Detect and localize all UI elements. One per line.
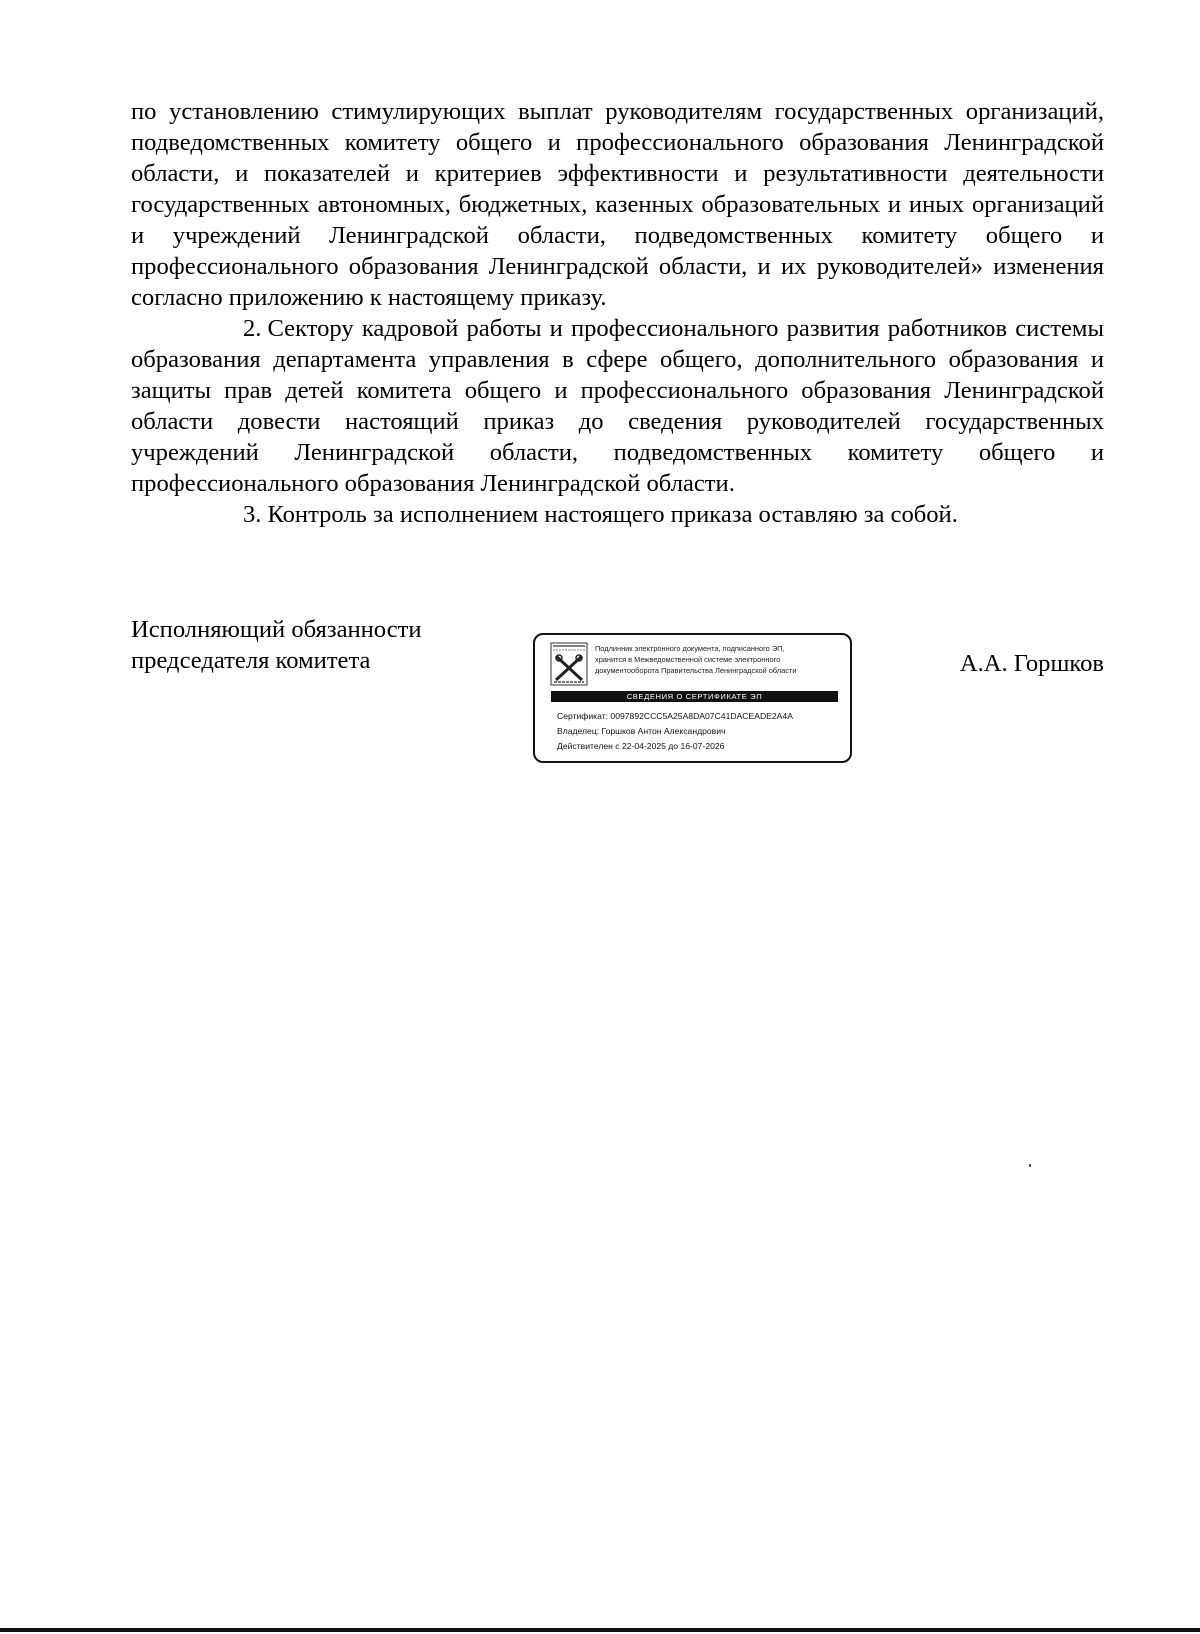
document-body xyxy=(131,96,1104,530)
stamp-certificate-details xyxy=(557,709,847,754)
stamp-header-line1: Подлинник электронного документа, подписанного ЭП, xyxy=(595,644,785,653)
list-item-3-number: 3. xyxy=(243,501,262,528)
list-item-3-text: Контроль за исполнением настоящего приказа оставляю за собой. xyxy=(267,501,958,528)
list-item-2 xyxy=(131,313,1104,499)
list-item-2-number: 2. xyxy=(243,315,262,342)
scan-bottom-edge xyxy=(0,1628,1200,1632)
stamp-title-bar: СВЕДЕНИЯ О СЕРТИФИКАТЕ ЭП xyxy=(551,691,838,702)
signatory-position xyxy=(131,614,422,676)
signatory-position-line2: председателя комитета xyxy=(131,647,371,674)
stamp-owner: Владелец: Горшков Антон Александрович xyxy=(557,726,726,736)
signatory-name: А.А. Горшков xyxy=(959,650,1104,677)
e-signature-stamp xyxy=(533,633,852,763)
scan-speck xyxy=(1029,1164,1031,1167)
coat-of-arms-icon xyxy=(550,642,588,686)
signatory-position-line1: Исполняющий обязанности xyxy=(131,616,422,643)
list-item-3 xyxy=(131,499,1104,530)
list-item-2-text: Сектору кадровой работы и профессионального развития работников системы образования департамента управления в сфере общего, дополнительного образования и защиты прав детей комитета общего и профессионального образования Ленинградской области довести настоящий приказ до сведения руководителей государственных учреждений Ленинградской области, подведомственных комитету общего и профессионального образования Ленинградской области. xyxy=(131,315,1104,497)
stamp-certificate: Сертификат: 0097892CCC5A25A8DA07C41DACEADE2A4A xyxy=(557,711,793,721)
paragraph-1: по установлению стимулирующих выплат руководителям государственных организаций, подведомственных комитету общего и профессионального образования Ленинградской области, и показателей и критериев эффективности и результативности деятельности государственных автономных, бюджетных, казенных образовательных и иных организаций и учреждений Ленинградской области, подведомственных комитету общего и профессионального образования Ленинградской области, и их руководителей» изменения согласно приложению к настоящему приказу. xyxy=(131,98,1104,311)
stamp-header-line3: документооборота Правительства Ленинградской области xyxy=(595,666,797,675)
stamp-validity: Действителен с 22-04-2025 до 16-07-2026 xyxy=(557,741,725,751)
stamp-header xyxy=(595,643,845,676)
stamp-header-line2: хранится в Межведомственной системе электронного xyxy=(595,655,781,664)
